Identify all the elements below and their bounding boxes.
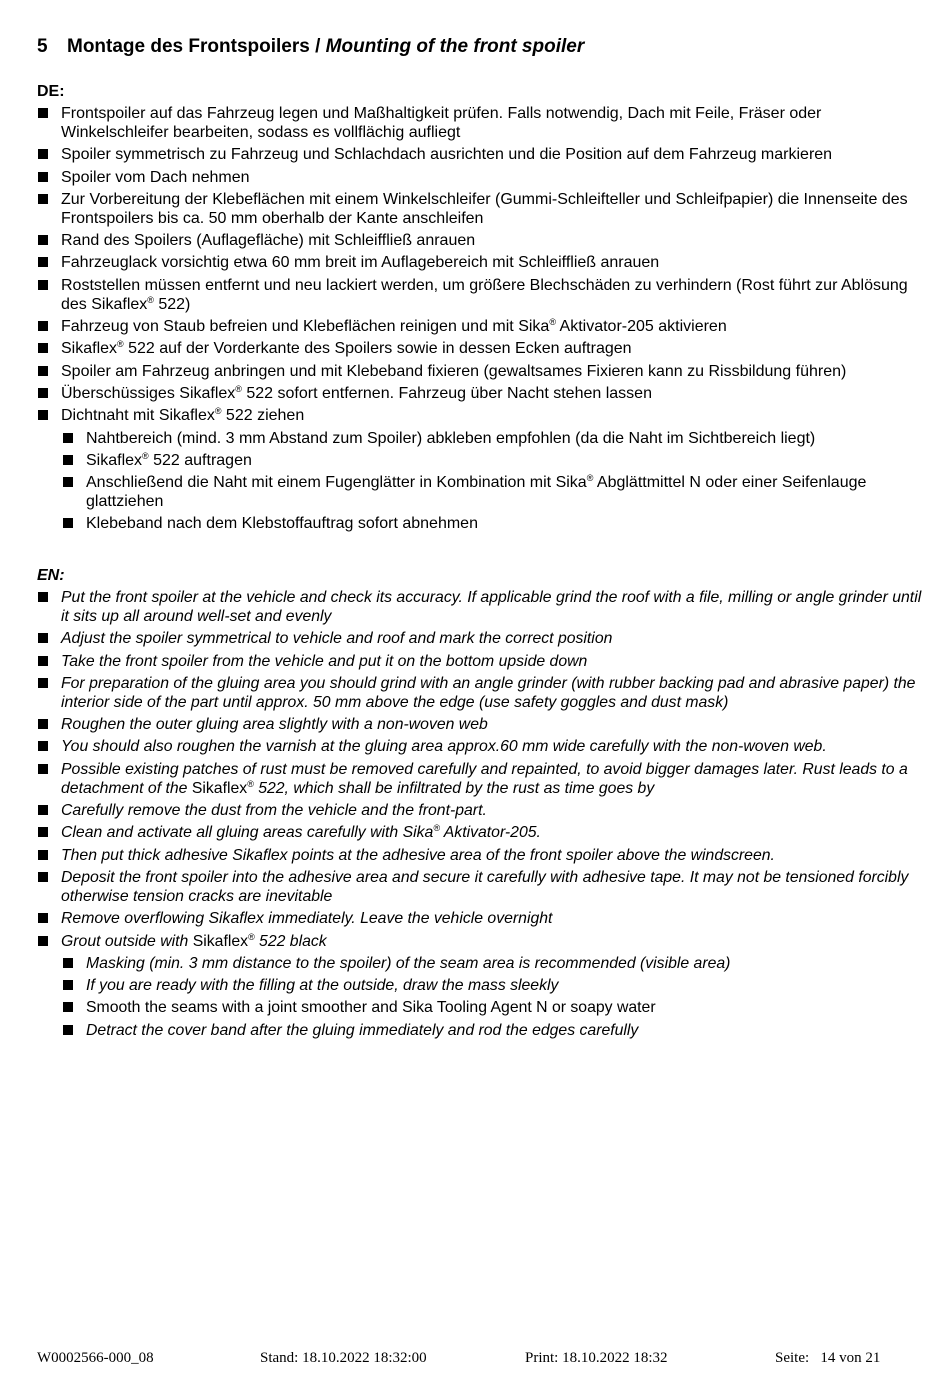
list-item: Spoiler vom Dach nehmen	[37, 168, 929, 187]
list-item: Grout outside with Sikaflex® 522 black	[37, 932, 929, 951]
english-section	[37, 566, 929, 1043]
section-heading	[37, 36, 584, 58]
section-number: 5	[37, 36, 48, 57]
bullet-square-icon	[63, 958, 73, 968]
list-item: Clean and activate all gluing areas carefully with Sika® Aktivator-205.	[37, 823, 929, 842]
list-item: Überschüssiges Sikaflex® 522 sofort entfernen. Fahrzeug über Nacht stehen lassen	[37, 384, 929, 403]
bullet-square-icon	[38, 850, 48, 860]
bullet-square-icon	[38, 913, 48, 923]
bullet-square-icon	[38, 194, 48, 204]
bullet-square-icon	[38, 149, 48, 159]
bullet-square-icon	[38, 678, 48, 688]
list-item: Zur Vorbereitung der Klebeflächen mit einem Winkelschleifer (Gummi-Schleifteller und Schleifpapier) die Innenseite des Frontspoilers bis ca. 50 mm oberhalb der Kante anschleifen	[37, 190, 929, 228]
bullet-square-icon	[38, 592, 48, 602]
bullet-square-icon	[63, 477, 73, 487]
bullet-square-icon	[38, 343, 48, 353]
bullet-square-icon	[38, 235, 48, 245]
list-item: Deposit the front spoiler into the adhesive area and secure it carefully with adhesive tape. It may not be tensioned forcibly otherwise tension cracks are inevitable	[37, 868, 929, 906]
list-item: Remove overflowing Sikaflex immediately. Leave the vehicle overnight	[37, 909, 929, 928]
english-substeps	[37, 954, 929, 1040]
list-item: Possible existing patches of rust must be removed carefully and repainted, to avoid bigger damages later. Rust leads to a detachment of the Sikaflex® 522, which shall be infiltrated by the rust as time goes by	[37, 760, 929, 798]
bullet-square-icon	[38, 172, 48, 182]
list-item: For preparation of the gluing area you should grind with an angle grinder (with rubber backing pad and abrasive paper) the interior side of the part until approx. 50 mm above the edge (use safety goggles and dust mask)	[37, 674, 929, 712]
german-label: DE:	[37, 83, 65, 100]
list-item: Spoiler am Fahrzeug anbringen und mit Klebeband fixieren (gewaltsames Fixieren kann zu Rissbildung führen)	[37, 362, 929, 381]
bullet-square-icon	[63, 455, 73, 465]
sub-list-item: Klebeband nach dem Klebstoffauftrag sofort abnehmen	[62, 514, 929, 533]
bullet-square-icon	[38, 633, 48, 643]
list-item: Then put thick adhesive Sikaflex points at the adhesive area of the front spoiler above the windscreen.	[37, 846, 929, 865]
list-item: Roughen the outer gluing area slightly with a non-woven web	[37, 715, 929, 734]
bullet-square-icon	[38, 410, 48, 420]
english-label: EN:	[37, 567, 65, 584]
bullet-square-icon	[63, 433, 73, 443]
list-item: Fahrzeuglack vorsichtig etwa 60 mm breit im Auflagebereich mit Schleiffließ anrauen	[37, 253, 929, 272]
sub-list-item: Sikaflex® 522 auftragen	[62, 451, 929, 470]
bullet-square-icon	[38, 741, 48, 751]
sub-list-item: If you are ready with the filling at the outside, draw the mass sleekly	[62, 976, 929, 995]
page-footer	[0, 1350, 950, 1368]
sub-list-item: Anschließend die Naht mit einem Fugenglätter in Kombination mit Sika® Abglättmittel N oder einer Seifenlauge glattziehen	[62, 473, 929, 511]
list-item: Frontspoiler auf das Fahrzeug legen und Maßhaltigkeit prüfen. Falls notwendig, Dach mit Feile, Fräser oder Winkelschleifer bearbeiten, sodass es vollflächig aufliegt	[37, 104, 929, 142]
bullet-square-icon	[38, 872, 48, 882]
sub-list-item: Detract the cover band after the gluing immediately and rod the edges carefully	[62, 1021, 929, 1040]
bullet-square-icon	[38, 321, 48, 331]
bullet-square-icon	[38, 719, 48, 729]
bullet-square-icon	[38, 388, 48, 398]
list-item: Carefully remove the dust from the vehicle and the front-part.	[37, 801, 929, 820]
list-item: Rand des Spoilers (Auflagefläche) mit Schleiffließ anrauen	[37, 231, 929, 250]
list-item: Fahrzeug von Staub befreien und Klebeflächen reinigen und mit Sika® Aktivator-205 aktivieren	[37, 317, 929, 336]
bullet-square-icon	[63, 1025, 73, 1035]
bullet-square-icon	[38, 280, 48, 290]
german-steps	[37, 104, 929, 425]
sub-list-item: Smooth the seams with a joint smoother and Sika Tooling Agent N or soapy water	[62, 998, 929, 1017]
bullet-square-icon	[38, 656, 48, 666]
bullet-square-icon	[38, 108, 48, 118]
sub-list-item: Masking (min. 3 mm distance to the spoiler) of the seam area is recommended (visible area)	[62, 954, 929, 973]
list-item: Dichtnaht mit Sikaflex® 522 ziehen	[37, 406, 929, 425]
section-title-en: Mounting of the front spoiler	[325, 36, 585, 57]
list-item: Sikaflex® 522 auf der Vorderkante des Spoilers sowie in dessen Ecken auftragen	[37, 339, 929, 358]
title-separator: /	[315, 36, 321, 57]
list-item: Put the front spoiler at the vehicle and check its accuracy. If applicable grind the roof with a file, milling or angle grinder until it sits up all around well-set and evenly	[37, 588, 929, 626]
english-steps	[37, 588, 929, 951]
list-item: Spoiler symmetrisch zu Fahrzeug und Schlachdach ausrichten und die Position auf dem Fahrzeug markieren	[37, 145, 929, 164]
page-number: Seite: 14 von 21	[775, 1350, 881, 1366]
bullet-square-icon	[63, 980, 73, 990]
bullet-square-icon	[63, 1002, 73, 1012]
stand-timestamp: Stand: 18.10.2022 18:32:00	[260, 1350, 427, 1366]
sub-list-item: Nahtbereich (mind. 3 mm Abstand zum Spoiler) abkleben empfohlen (da die Naht im Sichtbereich liegt)	[62, 429, 929, 448]
bullet-square-icon	[38, 257, 48, 267]
bullet-square-icon	[38, 827, 48, 837]
list-item: Adjust the spoiler symmetrical to vehicle and roof and mark the correct position	[37, 629, 929, 648]
german-section	[37, 82, 929, 537]
section-title-de: Montage des Frontspoilers	[67, 36, 310, 57]
german-substeps	[37, 429, 929, 534]
document-id: W0002566-000_08	[37, 1350, 154, 1366]
print-timestamp: Print: 18.10.2022 18:32	[525, 1350, 668, 1366]
bullet-square-icon	[63, 518, 73, 528]
bullet-square-icon	[38, 764, 48, 774]
list-item: Take the front spoiler from the vehicle and put it on the bottom upside down	[37, 652, 929, 671]
bullet-square-icon	[38, 805, 48, 815]
bullet-square-icon	[38, 936, 48, 946]
bullet-square-icon	[38, 366, 48, 376]
list-item: Roststellen müssen entfernt und neu lackiert werden, um größere Blechschäden zu verhindern (Rost führt zur Ablösung des Sikaflex® 522)	[37, 276, 929, 314]
list-item: You should also roughen the varnish at the gluing area approx.60 mm wide carefully with the non-woven web.	[37, 737, 929, 756]
